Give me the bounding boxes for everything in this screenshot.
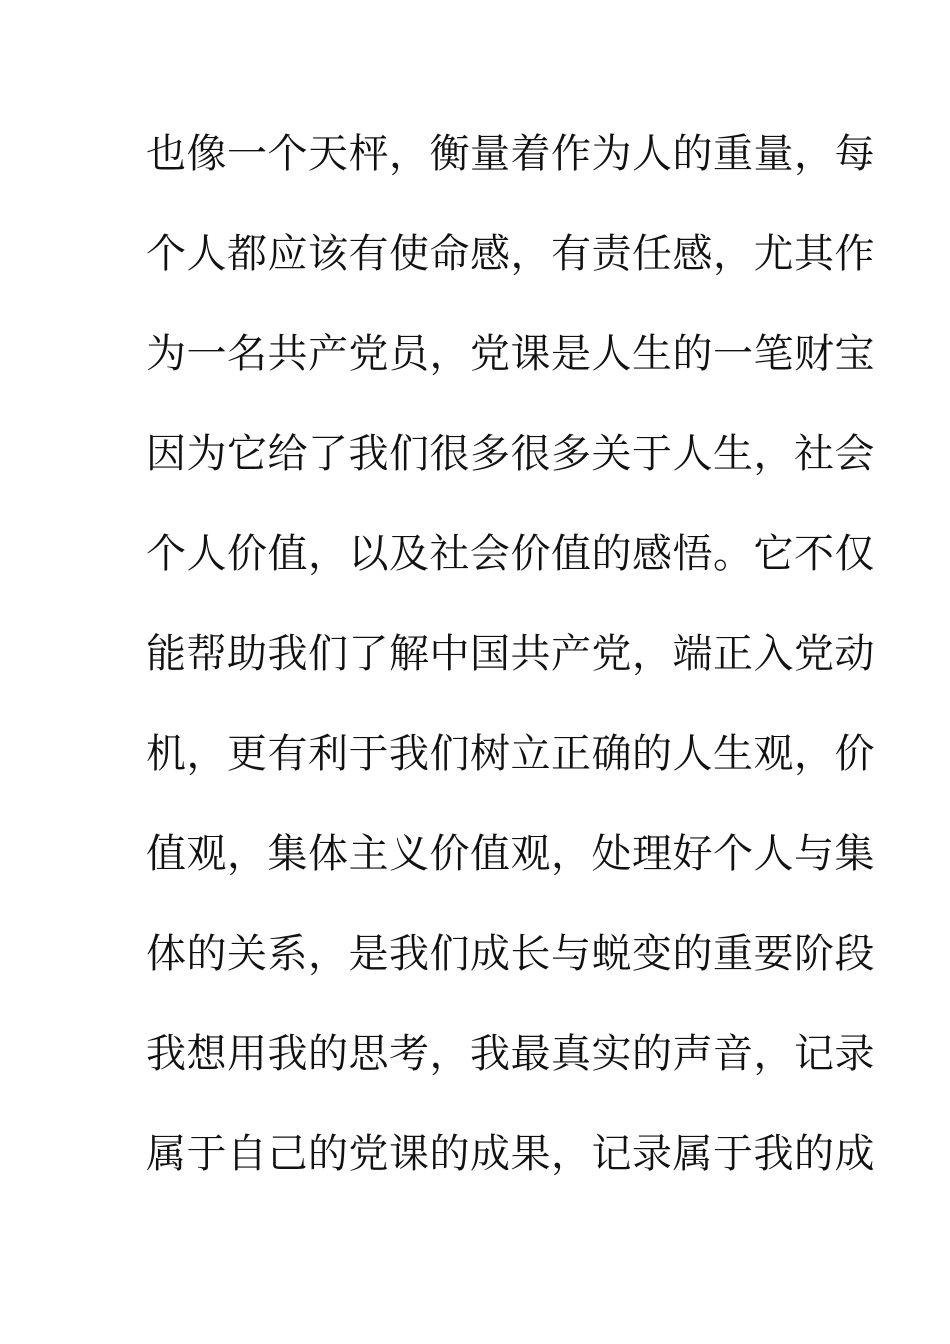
text-line: 个人价值，以及社会价值的感悟。它不仅 xyxy=(146,531,875,577)
text-line: 机，更有利于我们树立正确的人生观，价 xyxy=(146,731,875,777)
text-line: 我想用我的思考，我最真实的声音，记录 xyxy=(146,1031,875,1077)
text-line: 值观，集体主义价值观，处理好个人与集 xyxy=(146,831,875,877)
text-line: 个人都应该有使命感，有责任感，尤其作 xyxy=(146,231,875,277)
text-line: 为一名共产党员，党课是人生的一笔财宝 xyxy=(146,331,875,377)
text-line: 体的关系，是我们成长与蜕变的重要阶段 xyxy=(146,931,875,977)
text-line: 属于自己的党课的成果，记录属于我的成 xyxy=(146,1131,875,1177)
text-line: 因为它给了我们很多很多关于人生，社会 xyxy=(146,431,875,477)
text-line: 也像一个天枰，衡量着作为人的重量，每 xyxy=(146,131,875,177)
text-line: 能帮助我们了解中国共产党，端正入党动 xyxy=(146,631,875,677)
body-paragraph xyxy=(146,124,875,1224)
